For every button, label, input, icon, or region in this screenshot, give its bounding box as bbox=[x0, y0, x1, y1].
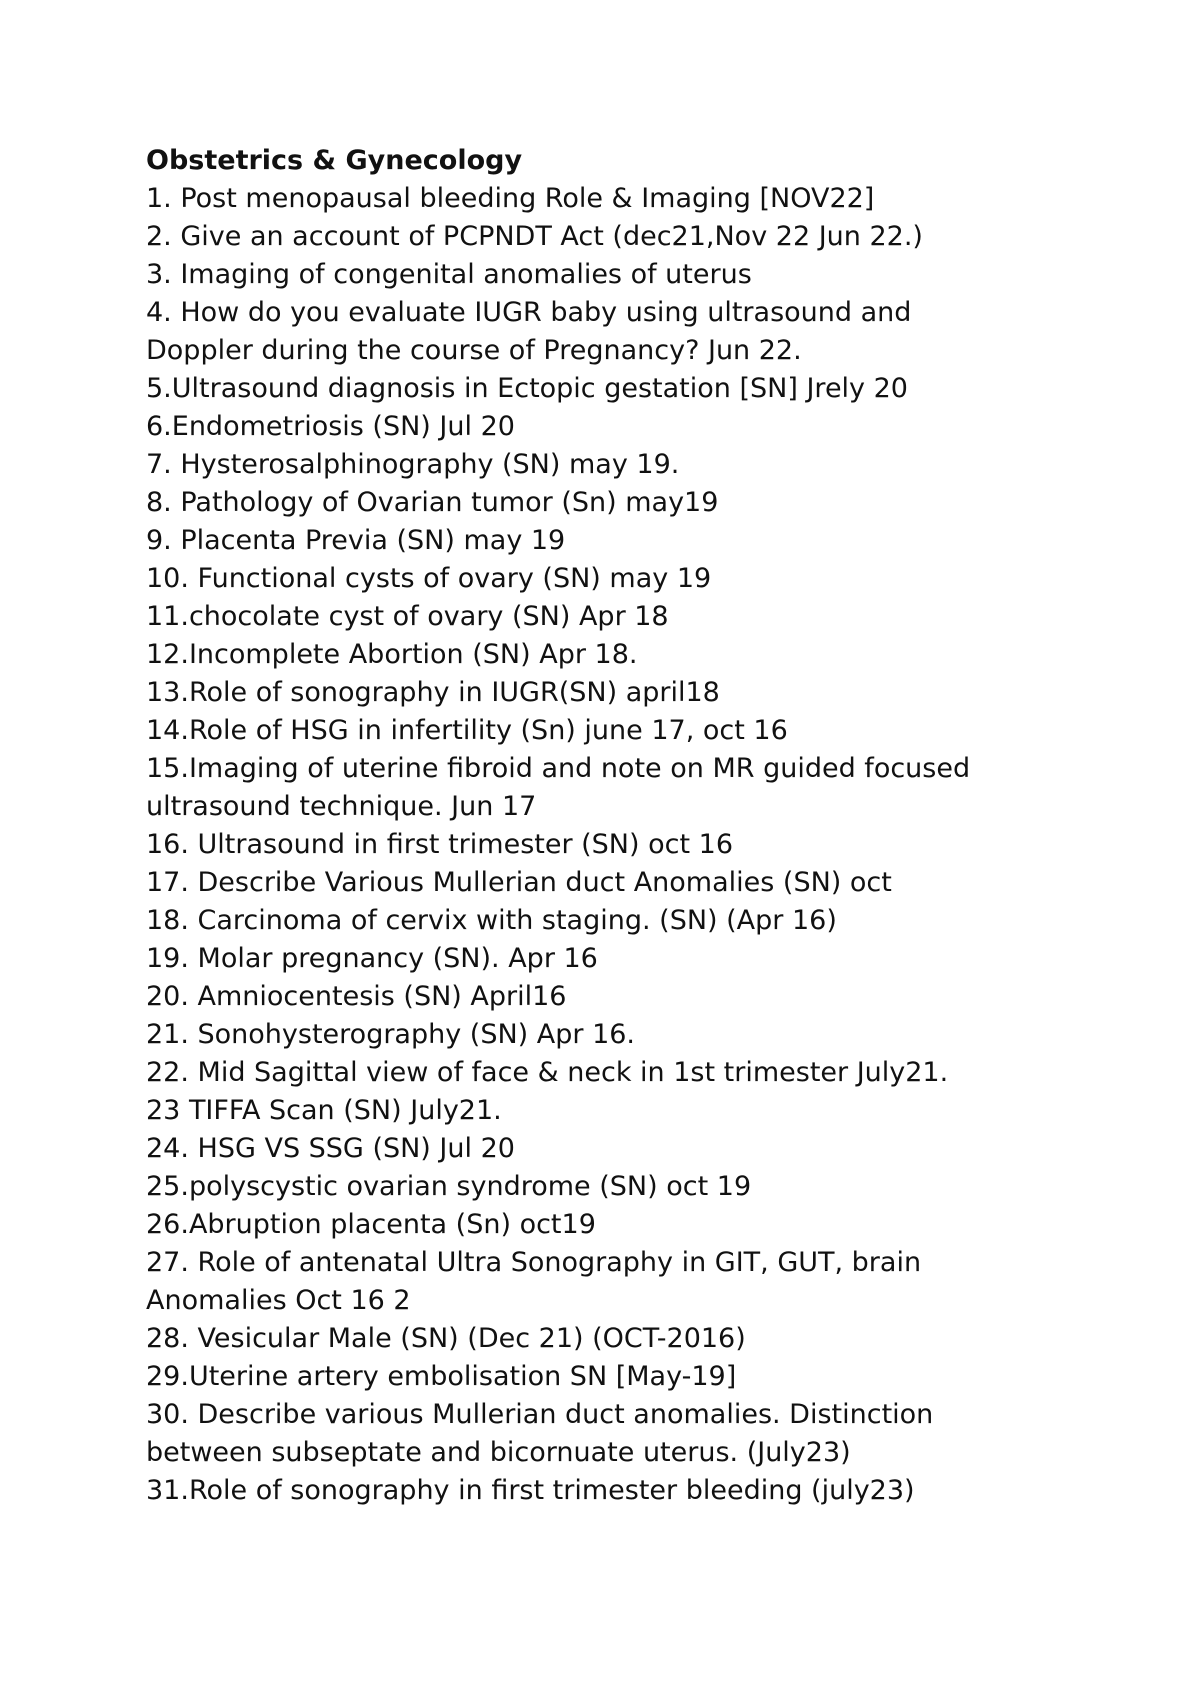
document-line: 28. Vesicular Male (SN) (Dec 21) (OCT-2016) bbox=[146, 1323, 746, 1354]
document-line: 26.Abruption placenta (Sn) oct19 bbox=[146, 1209, 596, 1240]
document-line: 17. Describe Various Mullerian duct Anomalies (SN) oct bbox=[146, 867, 892, 898]
document-line: 29.Uterine artery embolisation SN [May-19] bbox=[146, 1361, 737, 1392]
document-line: 9. Placenta Previa (SN) may 19 bbox=[146, 525, 566, 556]
document-line: 16. Ultrasound in first trimester (SN) oct 16 bbox=[146, 829, 734, 860]
document-line: 22. Mid Sagittal view of face & neck in 1st trimester July21. bbox=[146, 1057, 949, 1088]
document-line: 2. Give an account of PCPNDT Act (dec21,Nov 22 Jun 22.) bbox=[146, 221, 923, 252]
document-line: 18. Carcinoma of cervix with staging. (SN) (Apr 16) bbox=[146, 905, 837, 936]
document-line: 5.Ultrasound diagnosis in Ectopic gestation [SN] Jrely 20 bbox=[146, 373, 908, 404]
document-line: 11.chocolate cyst of ovary (SN) Apr 18 bbox=[146, 601, 669, 632]
document-line: 27. Role of antenatal Ultra Sonography in GIT, GUT, brain bbox=[146, 1247, 922, 1278]
document-line: 6.Endometriosis (SN) Jul 20 bbox=[146, 411, 515, 442]
document-line: 31.Role of sonography in first trimester bleeding (july23) bbox=[146, 1475, 915, 1506]
document-line: 25.polyscystic ovarian syndrome (SN) oct 19 bbox=[146, 1171, 752, 1202]
document-line: 30. Describe various Mullerian duct anomalies. Distinction bbox=[146, 1399, 934, 1430]
document-line: 3. Imaging of congenital anomalies of uterus bbox=[146, 259, 752, 290]
document-line: 15.Imaging of uterine fibroid and note on MR guided focused bbox=[146, 753, 971, 784]
document-line: 12.Incomplete Abortion (SN) Apr 18. bbox=[146, 639, 638, 670]
document-line: 19. Molar pregnancy (SN). Apr 16 bbox=[146, 943, 598, 974]
document-line: 20. Amniocentesis (SN) April16 bbox=[146, 981, 567, 1012]
document-line: 10. Functional cysts of ovary (SN) may 19 bbox=[146, 563, 712, 594]
document-line: 8. Pathology of Ovarian tumor (Sn) may19 bbox=[146, 487, 719, 518]
document-line: 4. How do you evaluate IUGR baby using ultrasound and bbox=[146, 297, 912, 328]
document-body bbox=[146, 142, 1146, 1510]
document-line: 23 TIFFA Scan (SN) July21. bbox=[146, 1095, 502, 1126]
document-line: 7. Hysterosalphinography (SN) may 19. bbox=[146, 449, 680, 480]
document-line: 14.Role of HSG in infertility (Sn) june 17, oct 16 bbox=[146, 715, 788, 746]
document-line: 24. HSG VS SSG (SN) Jul 20 bbox=[146, 1133, 515, 1164]
document-line: between subseptate and bicornuate uterus. (July23) bbox=[146, 1437, 851, 1468]
document-line: Doppler during the course of Pregnancy? Jun 22. bbox=[146, 335, 802, 366]
document-line: 1. Post menopausal bleeding Role & Imaging [NOV22] bbox=[146, 183, 875, 214]
document-title: Obstetrics & Gynecology bbox=[146, 145, 523, 176]
document-line: Anomalies Oct 16 2 bbox=[146, 1285, 411, 1316]
document-line: ultrasound technique. Jun 17 bbox=[146, 791, 537, 822]
document-line: 13.Role of sonography in IUGR(SN) april18 bbox=[146, 677, 720, 708]
document-line: 21. Sonohysterography (SN) Apr 16. bbox=[146, 1019, 636, 1050]
